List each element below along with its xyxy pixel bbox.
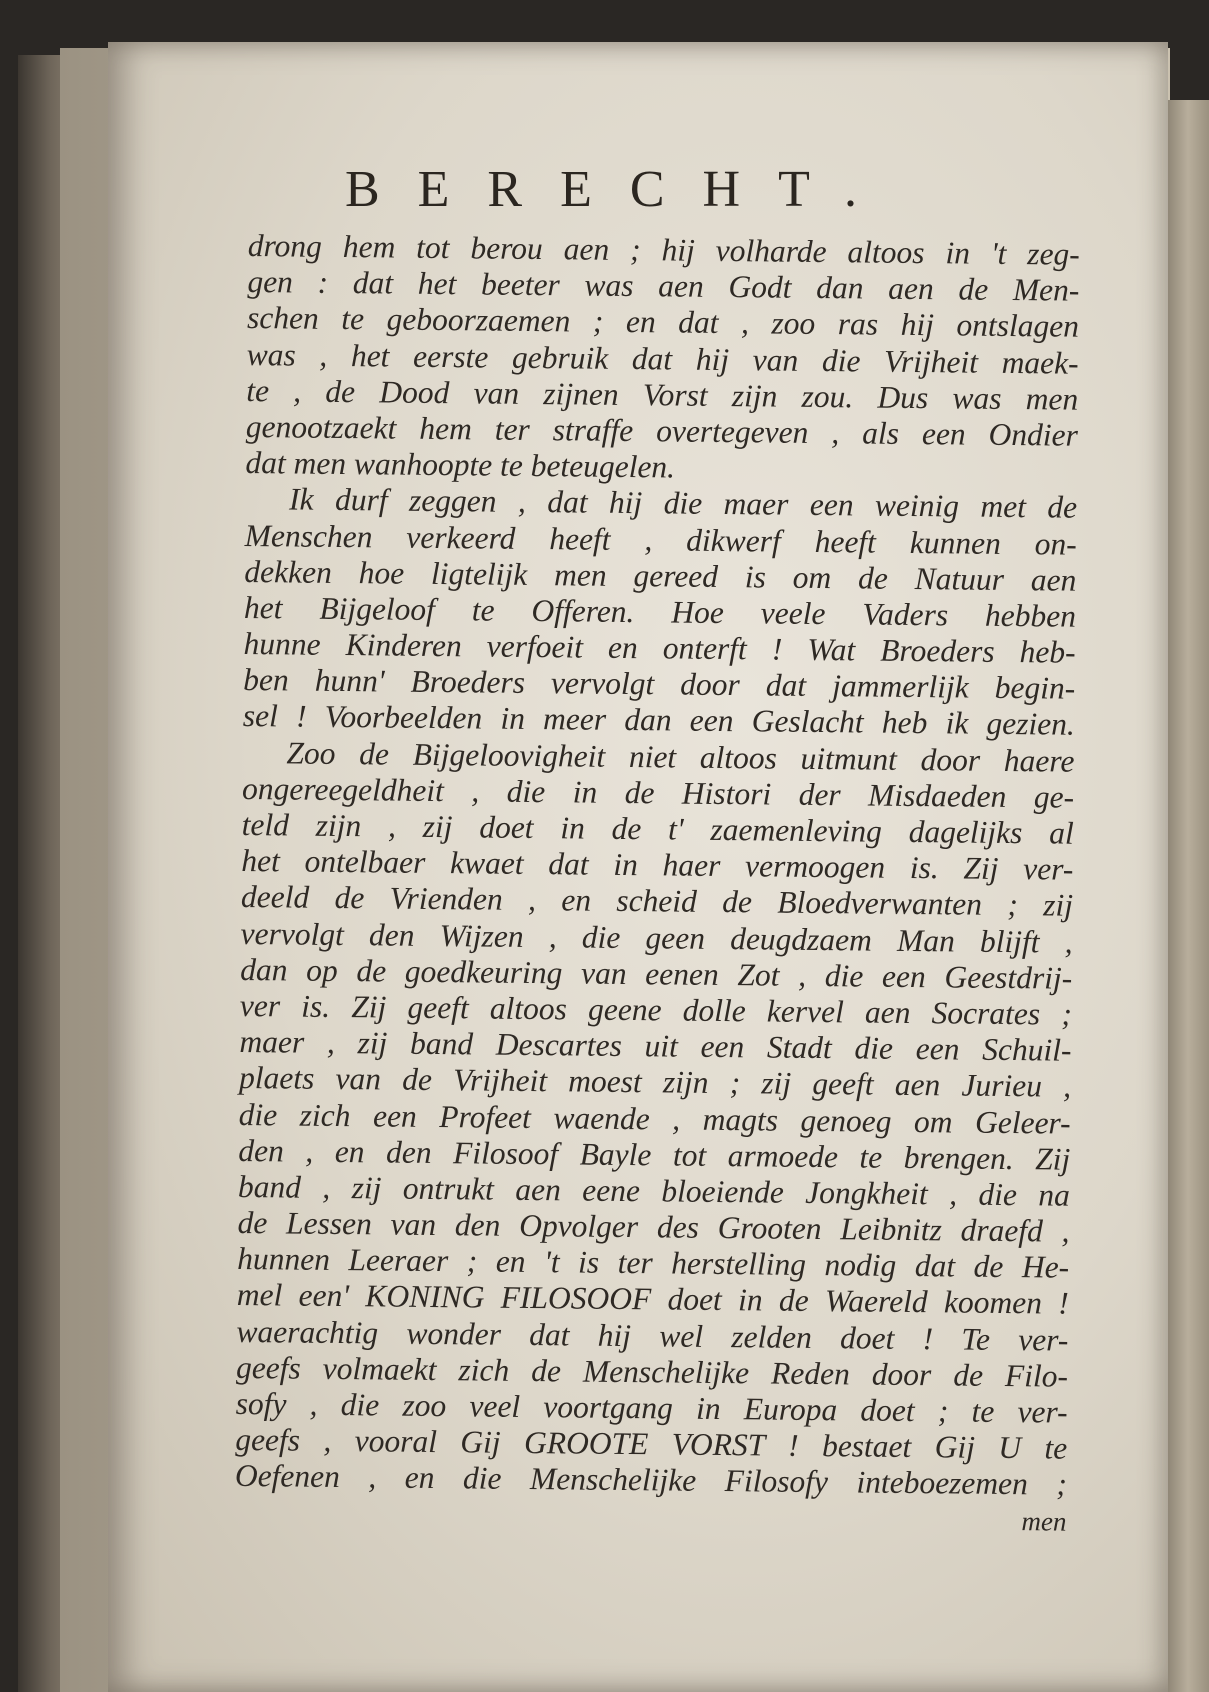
text-line: ver is. Zij geeft altoos geene dolle kervel aen Socrates ; (239, 987, 1072, 1032)
text-line: ben hunn' Broeders vervolgt door dat jammerlijk begin- (243, 662, 1076, 706)
text-line: dan op de goedkeuring van eenen Zot , die een Geestdrij- (240, 951, 1073, 996)
text-line: drong hem tot berou aen ; hij volharde altoos in 't zeg- (247, 228, 1080, 272)
text-line: het ontelbaer kwaet dat in haer vermoogen is. Zij ver- (241, 843, 1074, 887)
text-line: genootzaekt hem ter straffe overtegeven , als een Ondier (245, 408, 1079, 453)
catchword: men (1021, 1505, 1067, 1537)
text-line: den , en den Filosoof Bayle tot armoede te brengen. Zij (238, 1132, 1071, 1177)
text-line: hunnen Leeraer ; en 't is ter herstelling nodig dat de He- (237, 1241, 1070, 1285)
text-line: band , zij ontrukt aen eene bloeiende Jongkheit , die na (237, 1168, 1071, 1213)
text-line: sel ! Voorbeelden in meer dan een Geslacht heb ik gezien. (242, 698, 1076, 743)
text-line: ongereegeldheit , die in de Histori der Misdaeden ge- (241, 770, 1075, 815)
page-heading: BERECHT. (344, 161, 896, 218)
page-body (234, 228, 1080, 1539)
text-line: gen : dat het beeter was aen Godt dan aen de Men- (247, 264, 1080, 308)
text-line: Oefenen , en die Menschelijke Filosofy inteboezemen ; (234, 1458, 1068, 1503)
facing-page-edge (1167, 100, 1209, 1692)
text-line: deeld de Vrienden , en scheid de Bloedverwanten ; zij (240, 879, 1074, 924)
text-line: geefs , vooral Gij GROOTE VORST ! bestaet Gij U te (235, 1422, 1068, 1466)
text-line: te , de Dood van zijnen Vorst zijn zou. Dus was men (246, 372, 1079, 417)
text-line: geefs volmaekt zich de Menschelijke Reden door de Filo- (235, 1349, 1069, 1394)
text-line: hunne Kinderen verfoeit en onterft ! Wat Broeders heb- (243, 626, 1076, 670)
text-line: vervolgt den Wijzen , die geen deugdzaem Man blijft , (240, 915, 1073, 960)
text-line: waerachtig wonder dat hij wel zelden doet ! Te ver- (236, 1313, 1069, 1358)
text-line: was , het eerste gebruik dat hij van die Vrijheit maek- (246, 336, 1079, 381)
text-line: dat men wanhoopte te beteugelen. (245, 445, 676, 485)
text-line: plaets van de Vrijheit moest zijn ; zij geeft aen Jurieu , (238, 1060, 1072, 1104)
text-line: teld zijn , zij doet in de t' zaemenleving dagelijks al (241, 806, 1074, 851)
text-line: Zoo de Bijgeloovigheit niet altoos uitmunt door haere (286, 735, 1075, 779)
text-line: sofy , die zoo veel voortgang in Europa doet ; te ver- (235, 1385, 1068, 1430)
text-line: het Bijgeloof te Offeren. Hoe veele Vaders hebben (243, 589, 1077, 634)
text-line: mel een' KONING FILOSOOF doet in de Waereld koomen ! (236, 1277, 1069, 1322)
text-line: dekken hoe ligtelijk men gereed is om de Natuur aen (244, 553, 1077, 598)
text-line: maer , zij band Descartes uit een Stadt die een Schuil- (239, 1024, 1072, 1068)
text-line: de Lessen van den Opvolger des Grooten Leibnitz draefd , (237, 1205, 1070, 1249)
text-line: die zich een Profeet waende , magts genoeg om Geleer- (238, 1096, 1071, 1141)
text-line: Ik durf zeggen , dat hij die maer een weinig met de (288, 481, 1078, 526)
text-line: Menschen verkeerd heeft , dikwerf heeft kunnen on- (244, 517, 1077, 562)
text-line: schen te geboorzaemen ; en dat , zoo ras hij ontslagen (246, 300, 1080, 345)
